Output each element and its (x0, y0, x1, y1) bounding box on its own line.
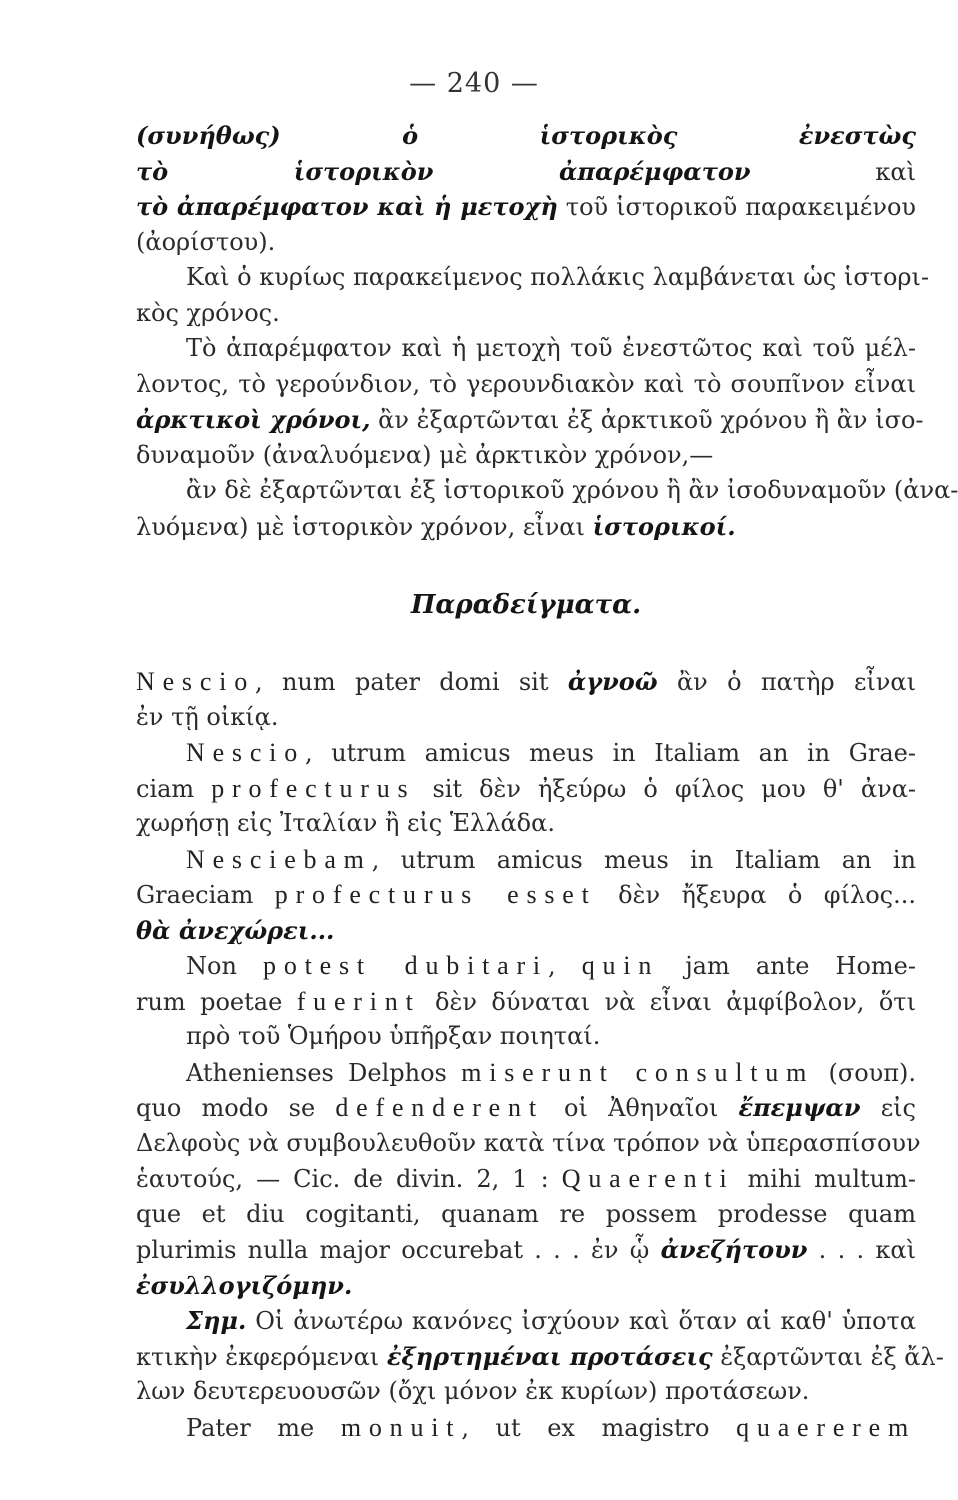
section-heading: Παραδείγματα. (410, 590, 642, 620)
text-segment: ἑαυτούς, — Cic. de divin. 2, 1 : (136, 1165, 562, 1193)
text-segment: δὲν ἤξευρα ὁ φίλος... (596, 881, 916, 909)
text-line (136, 664, 916, 700)
text-segment: , ut ex magistro (461, 1413, 737, 1442)
text-line (136, 842, 916, 878)
text-line (136, 1374, 916, 1410)
text-segment: ἂν ἐξαρτῶνται ἐξ ἀρκτικοῦ χρόνου ἢ ἂν ἰσο- (370, 406, 924, 434)
text-segment: Δελφοὺς νὰ συμβουλευθοῦν κατὰ τίνα τρόπον νὰ ὑπερασπίσουν (136, 1128, 921, 1157)
bold-term: ἀρκτικοὶ χρόνοι, (136, 405, 371, 434)
spaced-latin-term: Nescio (186, 738, 305, 767)
page-body (136, 118, 958, 1445)
text-line (136, 1268, 916, 1304)
spaced-latin-term: fuerint (296, 986, 421, 1016)
text-segment: ἐν τῇ οἰκίᾳ. (136, 702, 279, 731)
text-line (136, 984, 916, 1020)
text-line (136, 1126, 921, 1162)
bold-term: (συνήθως) ὁ ἱστορικὸς ἐνεστὼς (136, 121, 916, 150)
text-line (136, 948, 916, 984)
text-line (136, 700, 916, 736)
text-line (136, 1019, 916, 1055)
text-segment: λων δευτερευουσῶν (ὄχι μόνον ἐκ κυρίων) προτάσεων. (136, 1377, 810, 1405)
text-segment: Graeciam (136, 881, 275, 909)
text-segment: , (547, 952, 582, 980)
bold-term: ἀγνοῶ (567, 667, 658, 696)
spaced-latin-term: Nesciebam (186, 844, 372, 874)
bold-term: Σημ. (186, 1306, 247, 1335)
spaced-latin-term: profecturus esset (274, 880, 597, 909)
text-segment: Athenienses Delphos (186, 1058, 462, 1087)
text-segment: plurimis nulla major occurebat . . . ἐν ᾧ (136, 1236, 661, 1264)
bold-term: ἱστορικοί. (592, 511, 736, 541)
text-segment: (σουπ). (814, 1058, 916, 1087)
bold-term: ἐσυλλογιζόμην. (136, 1270, 353, 1300)
spaced-latin-term: Nescio (136, 667, 255, 696)
spaced-latin-term: quaererem (736, 1412, 916, 1442)
text-line (136, 1161, 916, 1197)
text-segment: λοντος, τὸ γερούνδιον, τὸ γερουνδιακὸν καὶ τὸ σουπῖνον εἶναι (136, 369, 916, 398)
text-line (136, 402, 924, 438)
text-line (136, 735, 916, 771)
bold-term: ἐξηρτημέναι προτάσεις (386, 1341, 713, 1371)
text-segment: ἂν ὁ πατὴρ εἶναι (657, 668, 916, 696)
bold-term: θὰ ἀνεχώρει... (136, 915, 335, 945)
bold-term: τὸ ἀπαρέμφατον καὶ ἡ μετοχὴ (136, 192, 558, 221)
text-segment: κὸς χρόνος. (136, 298, 280, 327)
text-line (136, 189, 916, 225)
text-line (136, 296, 916, 332)
text-segment: δὲν δύναται νὰ εἶναι ἀμφίβολον, ὅτι (420, 987, 916, 1016)
text-line (136, 1303, 916, 1339)
text-segment: ἐξαρτῶνται ἐξ ἄλ- (712, 1342, 944, 1371)
text-line (136, 771, 916, 807)
spaced-latin-term: defenderent (335, 1093, 544, 1122)
text-segment: Non (186, 952, 264, 980)
bold-term: ἀνεζήτουν (660, 1235, 808, 1264)
text-line (136, 509, 916, 545)
text-line (136, 1339, 944, 1375)
text-segment: δυναμοῦν (ἀναλυόμενα) μὲ ἀρκτικὸν χρόνον,— (136, 440, 714, 469)
text-line (136, 225, 916, 261)
spaced-latin-term: Quaerenti (561, 1164, 735, 1193)
text-segment: jam ante Home- (659, 952, 916, 980)
page-number: — 240 — (409, 68, 539, 99)
text-segment: , utrum amicus meus in Italiam an in (371, 845, 916, 874)
text-line (136, 1197, 916, 1233)
spaced-latin-term: quin (581, 951, 660, 980)
text-segment: (ἀορίστου). (136, 227, 276, 256)
text-segment: χωρήσῃ εἰς Ἰταλίαν ἢ εἰς Ἑλλάδα. (136, 809, 555, 837)
text-segment: κτικὴν ἐκφερόμεναι (136, 1342, 387, 1371)
text-segment: quo modo se (136, 1094, 336, 1122)
text-line (136, 118, 916, 154)
text-segment: εἰς (860, 1094, 916, 1122)
text-line (136, 913, 916, 949)
text-segment: καὶ (750, 157, 917, 186)
text-segment: rum poetae (136, 987, 297, 1016)
spaced-latin-term: monuit (340, 1412, 462, 1442)
text-segment: ciam (136, 774, 212, 803)
text-segment: ἂν δὲ ἐξαρτῶνται ἐξ ἱστορικοῦ χρόνου ἢ ἂν ἰσοδυναμοῦν (ἀνα- (186, 476, 958, 504)
text-segment: οἱ Ἀθηναῖοι (543, 1094, 739, 1122)
text-line (136, 877, 916, 913)
text-segment: τοῦ ἱστορικοῦ παρακειμένου (557, 193, 916, 221)
text-line (136, 1090, 916, 1126)
text-segment: Οἱ ἀνωτέρω κανόνες ἰσχύουν καὶ ὅταν αἱ καθ' ὑποτα (246, 1307, 916, 1335)
text-line (136, 1410, 916, 1446)
text-line (136, 1232, 916, 1268)
text-line (136, 806, 916, 842)
text-line (136, 438, 916, 474)
text-segment: que et diu cogitanti, quanam re possem prodesse quam (136, 1199, 916, 1228)
text-segment: , utrum amicus meus in Italiam an in Grae- (305, 739, 916, 767)
text-segment: Τὸ ἀπαρέμφατον καὶ ἡ μετοχὴ τοῦ ἐνεστῶτος καὶ τοῦ μέλ- (186, 334, 916, 362)
text-segment: sit δὲν ἠξεύρω ὁ φίλος μου θ' ἀνα- (415, 774, 917, 803)
text-line (136, 331, 916, 367)
bold-term: ἔπεμψαν (738, 1093, 861, 1122)
text-segment: πρὸ τοῦ Ὁμήρου ὑπῆρξαν ποιηταί. (186, 1022, 601, 1050)
spaced-latin-term: profecturus (211, 773, 416, 803)
text-line (136, 1055, 916, 1091)
spaced-latin-term: potest dubitari (263, 951, 548, 980)
spaced-latin-term: miserunt consultum (461, 1057, 815, 1087)
text-segment: mihi multum- (734, 1165, 916, 1193)
bold-term: τὸ ἱστορικὸν ἀπαρέμφατον (136, 156, 751, 186)
text-segment: Pater me (186, 1413, 341, 1442)
text-segment: λυόμενα) μὲ ἱστορικὸν χρόνον, εἶναι (136, 512, 593, 541)
text-line (136, 473, 958, 509)
text-segment: . . . καὶ (807, 1236, 916, 1264)
text-line (136, 260, 930, 296)
text-line (136, 154, 916, 190)
text-segment: Καὶ ὁ κυρίως παρακείμενος πολλάκις λαμβάνεται ὡς ἱστορι- (186, 263, 930, 291)
text-line (136, 367, 916, 403)
text-segment: , num pater domi sit (255, 668, 568, 696)
